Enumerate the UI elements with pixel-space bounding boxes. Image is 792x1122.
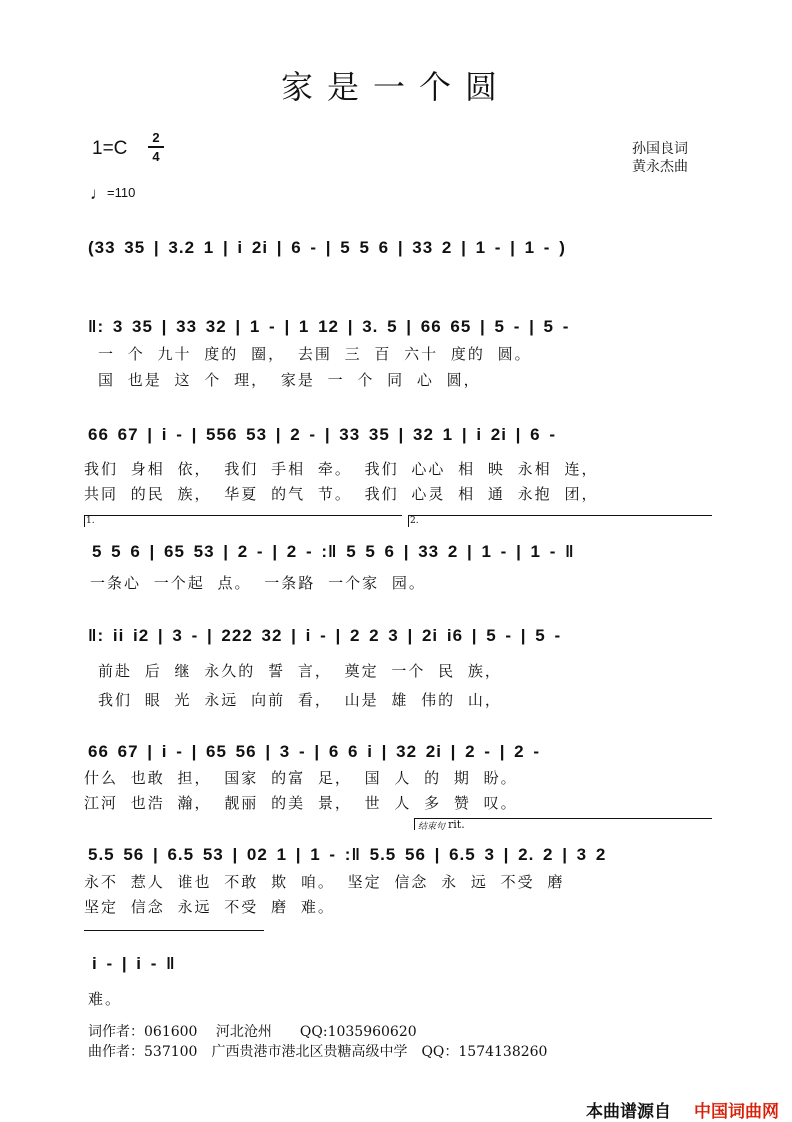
- lyricist-credit: 孙国良词: [632, 141, 688, 157]
- lyric-line-3a: 我们 身相 依， 我们 手相 牵。 我们 心心 相 映 永相 连，: [84, 460, 599, 478]
- volta-2-edge: [408, 515, 409, 527]
- notation-line-1: (33 35 | 3.2 1 | i 2i | 6 - | 5 5 6 | 33 2 | 1 - | 1 - ): [88, 238, 566, 257]
- notation-line-4: 5 5 6 | 65 53 | 2 - | 2 - :‖ 5 5 6 | 33 2 | 1 - | 1 - ‖: [92, 542, 575, 561]
- rit-mark: rit.: [448, 818, 465, 831]
- lyric-line-4a: 一条心 一个起 点。 一条路 一个家 园。: [90, 574, 426, 592]
- key-signature: 1=C: [92, 138, 128, 159]
- time-sig-top: 2: [152, 130, 160, 145]
- tempo-marking: [90, 184, 135, 204]
- lyric-line-2b: 国 也是 这 个 理， 家是 一 个 同 心 圆，: [98, 371, 481, 389]
- time-signature: [148, 130, 164, 164]
- volta-1-edge: [84, 515, 85, 527]
- ending-bracket-edge: [414, 818, 415, 830]
- lyric-line-8a: 难。: [88, 990, 123, 1008]
- volta-2-label: 2.: [410, 516, 419, 526]
- ending-mark: 结束句: [418, 822, 446, 832]
- lyric-line-5b: 我们 眼 光 永远 向前 看， 山是 雄 伟的 山，: [98, 691, 502, 709]
- lyric-line-6a: 什么 也敢 担， 国家 的富 足， 国 人 的 期 盼。: [84, 769, 518, 787]
- lyric-line-7a: 永不 惹人 谁也 不敢 欺 咱。 坚定 信念 永 远 不受 磨: [84, 873, 565, 891]
- volta-1-bracket: [84, 515, 402, 516]
- lyric-line-6b: 江河 也浩 瀚， 靓丽 的美 景， 世 人 多 赞 叹。: [84, 794, 518, 812]
- source-site-link[interactable]: 中国词曲网: [694, 1102, 779, 1121]
- notation-line-7: 5.5 56 | 6.5 53 | 02 1 | 1 - :‖ 5.5 56 | 6.5 3 | 2. 2 | 3 2: [88, 845, 607, 864]
- notation-line-8: i - | i - ‖: [92, 954, 176, 973]
- page-title: 家是一个圆: [280, 68, 511, 106]
- time-sig-bottom: 4: [152, 149, 160, 164]
- notation-line-2: ‖: 3 35 | 33 32 | 1 - | 1 12 | 3. 5 | 66 65 | 5 - | 5 -: [88, 317, 570, 336]
- lyric-line-3b: 共同 的民 族， 华夏 的气 节。 我们 心灵 相 通 永抱 团，: [84, 485, 599, 503]
- source-label: 本曲谱源自: [586, 1102, 671, 1121]
- lyric-line-2a: 一 个 九十 度的 圈， 去围 三 百 六十 度的 圆。: [98, 345, 532, 363]
- quarter-note-icon: ♩: [90, 184, 107, 203]
- volta-1-label: 1.: [86, 516, 95, 526]
- tempo-value: =110: [107, 185, 136, 200]
- lyricist-contact: 词作者：061600 河北沧州 QQ:1035960620: [88, 1024, 417, 1040]
- final-bracket: [84, 930, 264, 931]
- notation-line-6: 66 67 | i - | 65 56 | 3 - | 6 6 i | 32 2i | 2 - | 2 -: [88, 742, 541, 761]
- notation-line-5: ‖: ii i2 | 3 - | 222 32 | i - | 2 2 3 | 2i i6 | 5 - | 5 -: [88, 626, 562, 645]
- lyric-line-7b: 坚定 信念 永远 不受 磨 难。: [84, 898, 335, 916]
- volta-2-bracket: [408, 515, 712, 516]
- composer-contact: 曲作者：537100 广西贵港市港北区贵糖高级中学 QQ：1574138260: [88, 1044, 548, 1060]
- composer-credit: 黄永杰曲: [632, 159, 688, 175]
- time-sig-bar: [148, 146, 164, 148]
- lyric-line-5a: 前赴 后 继 永久的 誓 言， 奠定 一个 民 族，: [98, 662, 502, 680]
- notation-line-3: 66 67 | i - | 556 53 | 2 - | 33 35 | 32 1 | i 2i | 6 -: [88, 425, 556, 444]
